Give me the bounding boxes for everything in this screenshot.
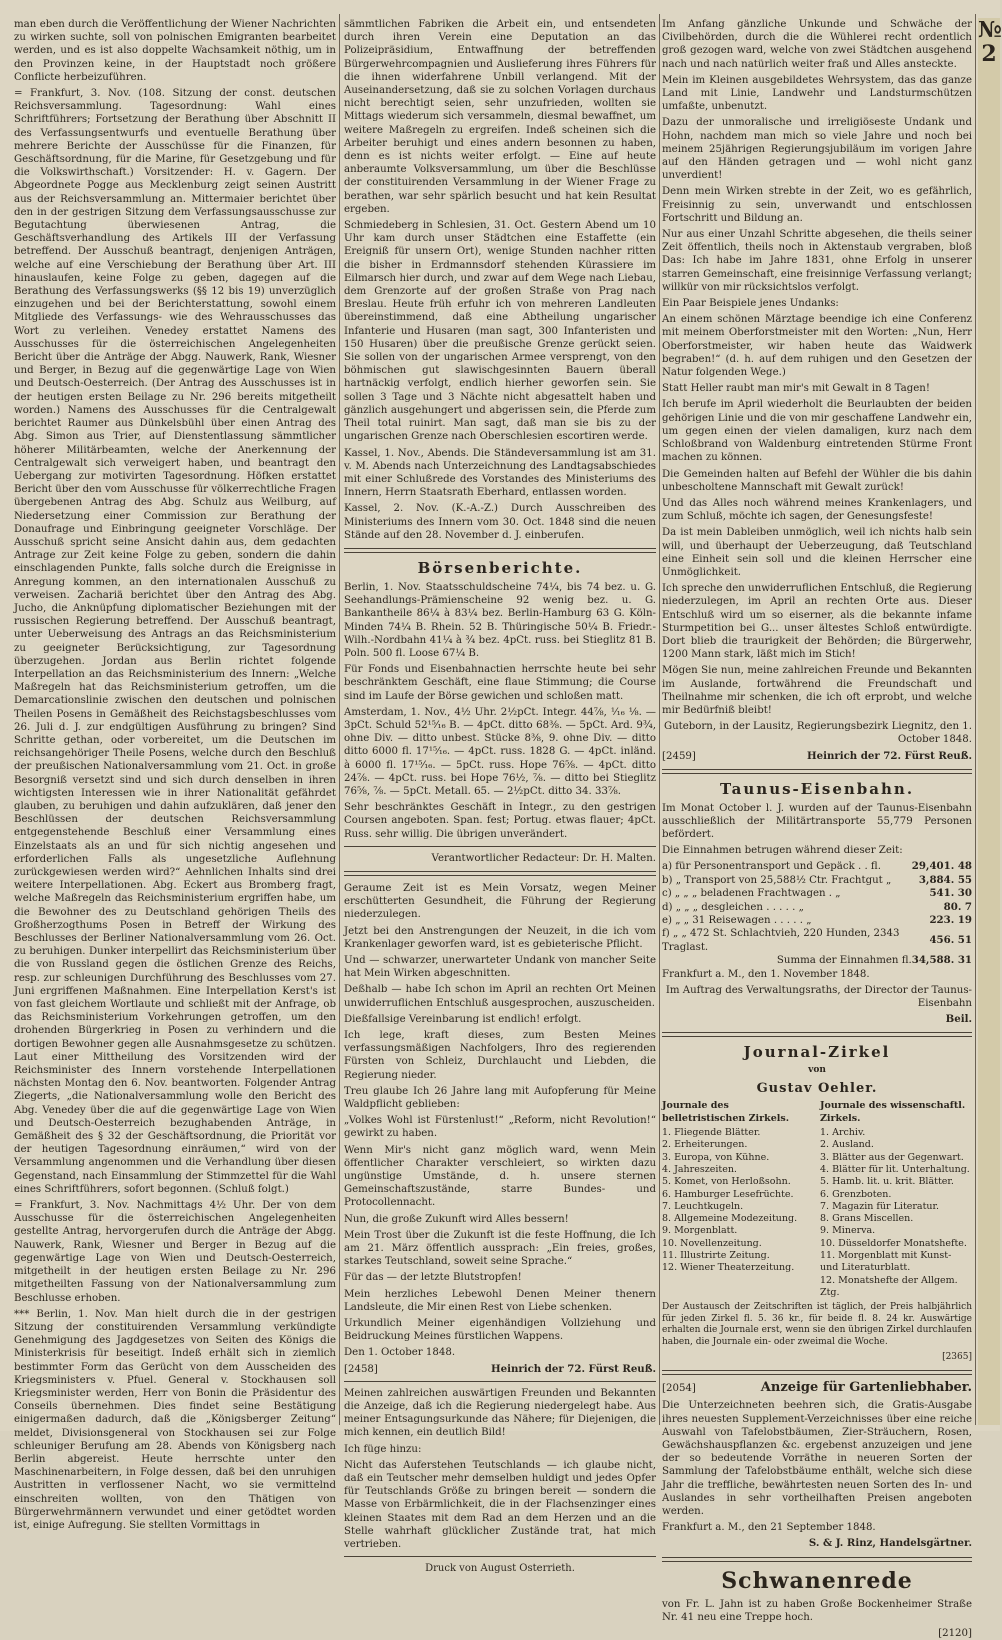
letter-paragraph: Dazu der unmoralische und irreligiöseste Undank und Hohn, nachdem man mich so viele Jahre und noch bei meinem 25jährigen Regierungsjubiläum im vorigen Jahre auf den Händen getragen und — wohl nicht ganz unverdient! [662, 117, 972, 182]
section-divider [662, 769, 972, 774]
signature-line [344, 1363, 656, 1376]
journal-zirkel-owner: Gustav Oehler. [756, 1081, 878, 1097]
proclamation-paragraph: Urkundlich Meiner eigenhändigen Vollziehung und Beidruckung Meines fürstlichen Wappens. [344, 1318, 656, 1343]
boerse-paragraph: Amsterdam, 1. Nov., 4½ Uhr. 2½pCt. Integr. 44⅞, ¹⁄₁₆ ⅛. — 3pCt. Schuld 52¹⁵⁄₁₆ B. — 4pCt. ditto 68⅜. — 5pCt. Ard. 9¾, ohne Div. — ditto unbest. Stücke 8⅜, 9. ohne Div. — ditto ditto 6000 fl. 17¹⁵⁄₁₆. — 4pCt. russ. 1828 G. — 4pCt. inländ. à 6000 fl. 17¹⁵⁄₁₆. — 5pCt. russ. Hope 76⅝. — 4pCt. ditto 24⅞. — 4pCt. russ. bei Hope 76½, ⅞. — ditto bei Stieglitz 76⅝, ⅞. — 5pCt. Metall. 65. — 2½pCt. ditto 34. 33⅞. [344, 706, 656, 797]
ad-number: [2458] [344, 1363, 378, 1375]
list-item: 7. Magazin für Literatur. [820, 1200, 940, 1212]
list-heading: Journale des wissenschaftl. Zirkels. [820, 1100, 966, 1124]
letter-paragraph: Ich füge hinzu: [344, 1443, 422, 1455]
signature-line [662, 750, 972, 763]
ad-number: [2365] [942, 1352, 972, 1363]
journal-lists [662, 1100, 972, 1299]
signature-name: Heinrich der 72. Fürst Reuß. [806, 749, 972, 762]
ad-number: [2054] [662, 1383, 696, 1395]
belletristic-list [662, 1100, 814, 1299]
ad-number: [2120] [938, 1628, 972, 1640]
letter-paragraph: Nur aus einer Unzahl Schritte abgesehen, die theils seiner Zeit öffentlich, theils noch in Aktenstaub vergraben, bloß Das: Ich habe im Jahre 1831, ohne Erfolg in unserer starren Gemeinschaft, eine freisinnige Verfassung verlangt; willkür von mir rücksichtslos verfolgt. [662, 229, 972, 293]
boerse-heading: Börsenberichte. [417, 558, 583, 577]
proclamation-paragraph: Mein herzliches Lebewohl Denen Meiner thenern Landsleute, die Mir einen Rest von Liebe schenken. [344, 1288, 656, 1313]
article-paragraph: sämmtlichen Fabriken die Arbeit ein, und entsendeten durch ihren Verein eine Deputation an das Polizeipräsidium, Entwaffnung der betreffenden Bürgerwehrcompagnien und Auslieferung ihres Führers für die ihnen widerfahrene Unbill verlangend. Mit der Auseinandersetzung, daß sie zu solchen Vorlagen durchaus nicht berechtigt seien, sehr unzufrieden, wollten sie Mittags wiederum sich versammeln, diesmal bewaffnet, um weitere Maßregeln zu ergreifen. Indeß scheinen sich die Arbeiter beruhigt und eines andern besonnen zu haben, denn es ist nichts weiter erfolgt. — Eine auf heute anberaumte Volksversammlung, um über die Beschlüsse der constituirenden Versammlung in der Wiener Frage zu berathen, war sehr spärlich besucht und hat kein Resultat ergeben. [344, 19, 656, 215]
row-label: c) „ „ „ beladenen Frachtwagen . „ [662, 888, 841, 900]
schwanenrede-heading: Schwanenrede [721, 1567, 913, 1594]
letter-paragraph: Mein im Kleinen ausgebildetes Wehrsystem, das das ganze Land mit Linie, Landwehr und Landsturmschützen umfaßte, unbenutzt. [662, 74, 972, 113]
table-row [662, 887, 972, 900]
sum-label: Summa der Einnahmen fl. [776, 955, 912, 967]
letter-place-date: Guteborn, in der Lausitz, Regierungsbezirk Liegnitz, den 1. October 1848. [663, 721, 972, 746]
proclamation-paragraph: Ich lege, kraft dieses, zum Besten Meines verfassungsmäßigen Nachfolgers, Ihro des regierenden Fürsten von Schleiz, Durchlaucht und Liebden, die Regierung nieder. [344, 1030, 656, 1081]
article-paragraph: *** Berlin, 1. Nov. Man hielt durch die in der gestrigen Sitzung der constituirenden Versammlung verkündigte Genehmigung des Jagdgesetzes von Seiten des Königs die Ministerkrisis für beseitigt. Indeß erhält sich in ziemlich bestimmter Form das Gerücht von dem Ausscheiden des Kriegsministers v. Pfuel. General v. Stockhausen soll Kriegsminister werden, Herr von Bonin die Präsidentur des Conseils übernehmen. Dies findet seine Bestätigung einigermaßen dadurch, daß die „Königsberger Zeitung“ meldet, Divisionsgeneral von Stockhausen sei zur Folge schleuniger Berufung am 28. Abends von Königsberg nach Berlin abgereist. Heute herrschte unter den Maschinenarbeitern, in Folge dessen, daß bei den unruhigen Austritten in verflossener Nacht, wo sie vermittelnd einschreiten wollten, von den Thätigen von Bürgerwehrmännern verwundet und einer getödtet worden ist, einige Aufregung. Sie stellten Vormittags in [14, 1308, 336, 1531]
boerse-paragraph: Für Fonds und Eisenbahnactien herrschte heute bei sehr beschränktem Geschäft, eine flaue Stimmung; die Course sind im Laufe der Börse gewichen und schloßen matt. [344, 664, 656, 702]
list-item: 1. Fliegende Blätter. [662, 1127, 761, 1139]
proclamation-paragraph: Deßhalb — habe Ich schon im April an rechten Ort Meinen unwiderruflichen Entschluß ausgesprochen, auszuscheiden. [344, 984, 656, 1009]
proclamation-paragraph: Nun, die große Zukunft wird Alles bessern! [344, 1213, 569, 1225]
table-row [662, 927, 972, 954]
list-item: 5. Komet, von Herloßsohn. [662, 1176, 791, 1188]
list-item: 6. Hamburger Lesefrüchte. [662, 1188, 794, 1200]
taunus-signature: Beil. [945, 1013, 972, 1026]
boerse-paragraph: Sehr beschränktes Geschäft in Integr., zu den gestrigen Coursen angeboten. Span. fest; Portug. etwas flauer; 4pCt. Russ. sehr willig. Die übrigen unverändert. [344, 802, 656, 840]
proclamation-paragraph: Den 1. October 1848. [344, 1347, 456, 1359]
sum-amount: 34,588. 31 [911, 954, 972, 967]
list-item: 11. Morgenblatt mit Kunst- und Literaturblatt. [820, 1250, 952, 1274]
article-paragraph: = Frankfurt, 3. Nov. Nachmittags 4½ Uhr. Der von dem Ausschusse für die österreichischen Angelegenheiten gestellte Antrag, hervorgerufen durch die Anträge der Abgg. Nauwerk, Rank, Wiesner und Berger in Bezug auf die gegenwärtige Lage von Wien und Deutsch-Oesterreich, mitgetheilt in der heutigen ersten Beilage zu Nr. 296 mitgetheilten Fassung von der Nationalversammlung zum Beschlusse erhoben. [14, 1200, 336, 1304]
article-paragraph: Kassel, 2. Nov. (K.-A.-Z.) Durch Ausschreiben des Ministeriums des Innern vom 30. Oct. 1848 sind die neuen Stände auf den 28. November d. J. einberufen. [344, 503, 656, 541]
list-item: 12. Monatshefte der Allgem. Ztg. [820, 1274, 958, 1298]
ad-number: [2459] [662, 750, 696, 762]
letter-paragraph: Im Anfang gänzliche Unkunde und Schwäche der Civilbehörden, durch die die Wühlerei recht ordentlich groß gezogen ward, welche von zwei Städtchen ausgehend nach und nach natürlich weiter fraß und Alles ansteckte. [662, 19, 972, 70]
proclamation-paragraph: „Volkes Wohl ist Fürstenlust!“ „Reform, nicht Revolution!“ gewirkt zu haben. [344, 1115, 656, 1140]
row-amount: 223. 19 [929, 914, 972, 926]
redacteur-line: Verantwortlicher Redacteur: Dr. H. Malten. [431, 852, 656, 864]
list-item: 12. Wiener Theaterzeitung. [662, 1262, 795, 1274]
list-item: 2. Erheiterungen. [662, 1139, 748, 1151]
garden-ad-text: Die Unterzeichneten beehren sich, die Gratis-Ausgabe ihres neuesten Supplement-Verzeichnisses über eine reiche Auswahl von Tafelobstbäumen, Zier-Sträuchern, Rosen, Gewächshauspflanzen &c. ergebenst anzuzeigen und jene der so bedeutende Vorräthe in neueren Sorten der Sammlung der Tafelobstbäume enthält, welche sich diese Jahr die treffliche, bewährtesten neuen Sorten des In- und Auslandes in sehr vortheilhaften Preisen angeboten werden. [662, 1400, 972, 1518]
proclamation-paragraph: Geraume Zeit ist es Mein Vorsatz, wegen Meiner erschütterten Gesundheit, die Führung der Regierung niederzulegen. [344, 882, 656, 921]
scientific-list [820, 1100, 972, 1299]
section-divider [662, 1032, 972, 1037]
table-row [662, 914, 972, 927]
taunus-intro: Im Monat October l. J. wurden auf der Taunus-Eisenbahn ausschließlich der Militärtransporte 55,779 Personen befördert. [662, 802, 972, 840]
section-divider [662, 1557, 972, 1562]
list-item: 5. Hamb. lit. u. krit. Blätter. [820, 1176, 954, 1188]
list-item: 6. Grenzboten. [820, 1188, 892, 1200]
proclamation-paragraph: Wenn Mir's nicht ganz möglich ward, wenn Mein öffentlicher Charakter verschleiert, so wirkten dazu ungünstige Umstände, d. h. unsere sternen Gemeinschaftszustände, starre Bundes- und Protocollennacht. [344, 1144, 656, 1209]
proclamation-paragraph: Für das — der letzte Blutstropfen! [344, 1272, 522, 1284]
article-paragraph: = Frankfurt, 3. Nov. (108. Sitzung der const. deutschen Reichsversammlung. Tagesordnung: Wahl eines Schriftführers; Fortsetzung der Berathung über Abschnitt II des Verfassungsentwurfs und eventuelle Berathung über mehrere Berichte der Ausschüsse für die Finanzen, für Geschäftsordnung, für die Marine, für Gesetzgebung und für die Volkswirthschaft.) Vorsitzender: H. v. Gagern. Der Abgeordnete Pogge aus Mecklenburg zeigt seinen Austritt aus der Reichsversammlung an. Mittermaier berichtet über den in der gestrigen Sitzung dem Verfassungsausschusse zur Begutachtung überwiesenen Antrag, die Geschäftsverhandlung des Artikels III der Verfassung betreffend. Der Ausschuß beantragt, denjenigen Anträgen, welche auf eine Verschiebung der Berathung über Art. III hinauslaufen, keine Folge zu geben, dagegen auf die Berathung des Verfassungswerks (§§ 12 bis 19) unverzüglich einzugehen und bei der Berichterstattung, sowohl einem Mitgliede des Verfassungs- wie des Wehrausschusses das Wort zu verleihen. Venedey erstattet Namens des Ausschusses für die österreichischen Angelegenheiten Bericht über die Anträge der Abgg. Nauwerk, Rank, Wiesner und Berger, in Bezug auf die gegenwärtige Lage von Wien und Deutsch-Oesterreich. (Der Antrag des Ausschusses ist in der heutigen ersten Beilage zu Nr. 296 bereits mitgetheilt worden.) Namens des Ausschusses für die Centralgewalt berichtet Raumer aus Dünkelsbühl über einen Antrag des Abg. Simon aus Trier, auf Dienstentlassung sämmtlicher höherer Militärbeamten, welche der Anerkennung der Centralgewalt sich verweigert haben, und beantragt den Uebergang zur motivirten Tagesordnung. Höfken erstattet Bericht über den vom Ausschusse für völkerrechtliche Fragen übergebenen Antrag des Abg. Schulz aus Weilburg, auf Niedersetzung einer Commission zur Berathung der Donaufrage und Einbringung geeigneter Vorschläge. Der Ausschuß spricht seine Ansicht dahin aus, dem gedachten Antrage zur Zeit keine Folge zu geben, sondern die dahin einschlagenden Punkte, falls solche durch die Ereignisse in Anregung kommen, an den internationalen Ausschuß zu verweisen. Zachariä berichtet über den Antrag des Abg. Jucho, die Anknüpfung diplomatischer Beziehungen mit der russischen Regierung betreffend. Der Ausschuß beantragt, unter Ueberweisung des Antrags an das Reichsministerium zu geeigneter Berücksichtigung, zur Tagesordnung überzugehen. Jordan aus Berlin richtet folgende Interpellation an das Reichsministerium des Innern: „Welche Maßregeln hat das Reichsministerium getroffen, um die Demarcationslinie zwischen den deutschen und polnischen Theilen Posens in Gemäßheit des Reichstagsbeschlusses vom 26. Juli d. J. zur endgültigen Ausführung zu bringen? Sind Schritte gethan, oder vorbereitet, um die Deutschen im reichsangehöriger Theile Posens, welche durch den Beschluß der preußischen Nationalversammlung vom 21. Oct. in große Besorgniß versetzt sind und sich durch denselben in ihren wichtigsten Interessen wie in ihrer Nationalität gefährdet glauben, zu beruhigen und dahin aufzuklären, daß jener den Beschlüssen der deutschen Reichsversammlung entgegenstehende Beschluß einer Versammlung eines Einzelstaats als an und für sich nichtig angesehen und erforderlichen Falls als ungesetzliche Auflehnung zurückgewiesen werden wird?“ Aehnlichen Inhalts sind drei weitere Interpellationen. Abg. Eckert aus Bromberg fragt, welche Maßregeln das Reichsministerium ergriffen habe, um die Bewohner des zu Deutschland gehörigen Theils des Großherzogthums Posen in Betreff der Wirkung des Beschlusses der Berliner Nationalversammlung vom 26. Oct. zu beruhigen. Dunker interpellirt das Reichsministerium über die von Russland gegen die östlichen Grenze des Reichs, resp. zur schleunigen Durchführung des Beschlusses vom 27. Juni ergriffenen Maßnahmen. Eine Interpellation Kerst's ist von fast gleichem Wortlaute und schließt mit der Anfrage, ob das Reichsministerium Vorkehrungen getroffen, um den drohenden Bürgerkrieg in Posen zu verhindern und die dortigen Bewohner gegen alle Ausnahmsgesetze zu schützen. Laut einer Mittheilung des Vorsitzenden wird der Reichsminister des Innern vorstehende Interpellationen nächsten Montag den 6. Nov. beantworten. Folgender Antrag Ziegerts, „die Nationalversammlung wolle den Bericht des Abg. Venedey über die auf die gegenwärtige Lage von Wien und Deutsch-Oesterreich bezughabenden Anträge, in Gemäßheit des § 32 der Geschäftsordnung, die Priorität vor der heutigen Tagesordnung einräumen,“ wird von der Versammlung angenommen und die Verhandlung über diesen Gegenstand, nach Einsammlung der Stimmzettel für die Wahl eines Schriftführers, sofort begonnen. (Schluß folgt.) [14, 88, 336, 1195]
row-label: d) „ „ „ desgleichen . . . . . „ [662, 901, 804, 913]
taunus-subheading: Die Einnahmen betrugen während dieser Zeit: [662, 845, 903, 857]
table-row [662, 901, 972, 914]
table-row [662, 860, 972, 873]
list-item: 8. Allgemeine Modezeitung. [662, 1213, 798, 1225]
section-divider [662, 1370, 972, 1375]
letter-paragraph: Denn mein Wirken strebte in der Zeit, wo es gefährlich, Freisinnig zu sein, unverwandt und entschlossen Fortschritt und Bildung an. [662, 186, 972, 224]
next-page-edge [978, 18, 1000, 1425]
article-paragraph: man eben durch die Veröffentlichung der Wiener Nachrichten zu wirken suchte, soll von polnischen Emigranten bearbeitet werden, und es ist also doppelte Wachsamkeit nöthig, um in den Provinzen keine, in der Hauptstadt noch größere Conflicte herbeizuführen. [14, 19, 336, 83]
proclamation-paragraph: Dießfallsige Vereinbarung ist endlich! erfolgt. [344, 1013, 582, 1025]
list-item: 10. Novellenzeitung. [662, 1237, 762, 1249]
row-label: e) „ „ 31 Reisewagen . . . . . „ [662, 915, 812, 926]
letter-paragraph: An einem schönen Märztage beendige ich eine Conferenz mit meinem Oberforstmeister mit den Worten: „Nun, Herr Oberforstmeister, wir haben heute das Waidwerk begraben!“ (d. h. auf dem ruhigen und den Gesetzen der Natur folgenden Wege.) [662, 314, 972, 379]
garden-ad-signature: S. & J. Rinz, Handelsgärtner. [808, 1537, 972, 1550]
boerse-paragraph: Berlin, 1. Nov. Staatsschuldscheine 74¼, bis 74 bez. u. G. Seehandlungs-Prämienscheine 92 wenig bez. u. G. Bankantheile 86¼ à 83¼ bez. Berlin-Hamburg 63 G. Köln-Minden 74¼ B. Rhein. 52 B. Thüringische 50¼ B. Friedr.-Wilh.-Nordbahn 41¼ à ¾ bez. 4pCt. russ. bei Stieglitz 81 B. Poln. 500 fl. Loose 67¼ B. [344, 581, 656, 659]
letter-paragraph: Die Gemeinden halten auf Befehl der Wühler die bis dahin unbescholtene Mannschaft mit Gewalt zurück! [662, 468, 972, 493]
garden-ad-header [662, 1381, 972, 1395]
letter-paragraph: Mögen Sie nun, meine zahlreichen Freunde und Bekannten im Auslande, fortwährend die Freundschaft und Theilnahme mir schenken, die ich oft erprobt, und welche mir Bedürfniß bleibt! [662, 665, 972, 716]
revenue-table [662, 860, 972, 967]
letter-paragraph: Ein Paar Beispiele jenes Undanks: [662, 298, 839, 310]
section-divider [344, 1381, 656, 1382]
row-amount: 3,884. 55 [918, 873, 972, 886]
row-label: a) für Personentransport und Gepäck . . fl. [662, 861, 881, 873]
letter-paragraph: Ich spreche den unwiderruflichen Entschluß, die Regierung niederzulegen, im April an rechten Orte aus. Dieser Entschluß wird um so eiserner, als die bekannte infame Sturmpetition bei G... unser ältestes Schloß entwürdigte. Dort blieb die traurigkeit der Behörden; die Bürgerwehr, 1200 Mann stark, läßt mich im Stich! [662, 583, 972, 661]
signature-name: Heinrich der 72. Fürst Reuß. [490, 1362, 656, 1375]
letter-paragraph: Meinen zahlreichen auswärtigen Freunden und Bekannten die Anzeige, daß ich die Regierung niedergelegt habe. Aus meiner Entsagungsurkunde das Nähere; für Diejenigen, die mich kennen, ein deutlich Bild! [344, 1387, 656, 1439]
column-divider [339, 14, 340, 1425]
column-2 [344, 18, 656, 1575]
list-heading: Journale des belletristischen Zirkels. [662, 1100, 790, 1124]
schwanenrede-text: von Fr. L. Jahn ist zu haben Große Bockenheimer Straße Nr. 41 neu eine Treppe hoch. [662, 1598, 972, 1623]
column-divider [975, 14, 976, 1425]
list-item: 4. Blätter für lit. Unterhaltung. [820, 1163, 970, 1175]
taunus-heading: Taunus-Eisenbahn. [719, 779, 915, 798]
row-label: f) „ „ 472 St. Schlachtvieh, 220 Hunden, 2343 Traglast. [662, 928, 900, 953]
sum-row [662, 954, 972, 967]
proclamation-paragraph: Jetzt bei den Anstrengungen der Neuzeit, in die ich vom Krankenlager geworfen ward, ist es gebieterische Pflicht. [344, 925, 656, 950]
table-row [662, 874, 972, 887]
row-label: b) „ Transport von 25,588½ Ctr. Frachtgut „ [662, 874, 892, 886]
garden-ad-title: Anzeige für Gartenliebhaber. [760, 1380, 972, 1396]
journal-zirkel-heading: Journal-Zirkel [743, 1043, 891, 1062]
section-divider [344, 846, 656, 847]
article-paragraph: Schmiedeberg in Schlesien, 31. Oct. Gestern Abend um 10 Uhr kam durch unser Städtchen eine Estaffette (ein Ereigniß für unsern Ort), wenige Stunden nachher ritten die bisher in Erdmannsdorf stehenden Kürassiere im Eilmarsch hier durch, und zwar auf dem Wege nach Liebau, dem Grenzorte auf der großen Straße von Prag nach Breslau. Heute früh erfuhr ich von mehreren Landleuten übereinstimmend, daß eine Abtheilung ungarischer Infanterie und Husaren (man sagt, 300 Infanteristen und 150 Husaren) über die preußische Grenze gerückt seien. Sie sollen von der ungarischen Armee versprengt, von den böhmischen gut slawischgesinnten Bauern überall hartnäckig verfolgt, endlich hierher geworfen sein. Sie sollen 3 Tage und 3 Nächte nicht abgesattelt haben und gänzlich ausgehungert und abgerissen sein, die Pferde zum Theil total ruinirt. Man sagt, daß man sie bis zu der ungarischen Grenze nach Oberschlesien escortiren werde. [344, 220, 656, 443]
letter-paragraph: Und das Alles noch während meines Krankenlagers, und zum Schluß, möchte ich sagen, der Genesungsfeste! [662, 497, 972, 523]
list-item: 10. Düsseldorfer Monatshefte. [820, 1237, 967, 1249]
garden-ad-date: Frankfurt a. M., den 21 September 1848. [662, 1522, 876, 1534]
list-item: 9. Minerva. [820, 1225, 876, 1237]
section-divider [344, 548, 656, 553]
column-divider [659, 14, 660, 1425]
section-divider [344, 1556, 656, 1557]
list-item: 1. Archiv. [820, 1127, 866, 1139]
article-paragraph: Kassel, 1. Nov., Abends. Die Ständeversammlung ist am 31. v. M. Abends nach Unterzeichnung des Landtagsabschiedes mit einer Schlußrede des Vorstandes des Ministeriums des Innern, Herrn Staatsrath Eberhard, entlassen worden. [344, 447, 656, 499]
column-1 [14, 18, 336, 1531]
proclamation-paragraph: Mein Trost über die Zukunft ist die feste Hoffnung, die Ich am 21. März öffentlich aussprach: „Ein freies, großes, starkes Teutschland, soweit seine Sprache.“ [344, 1229, 656, 1268]
section-divider [344, 871, 656, 876]
list-item: 11. Illustrirte Zeitung. [662, 1250, 770, 1261]
list-item: 7. Leuchtkugeln. [662, 1200, 744, 1212]
proclamation-paragraph: Treu glaube Ich 26 Jahre lang mit Aufopferung für Meine Waldpflicht geblieben: [344, 1085, 656, 1111]
list-item: 2. Ausland. [820, 1139, 874, 1151]
letter-paragraph: Nicht das Auferstehen Teutschlands — ich glaube nicht, daß ein Teutscher mehr demselben huldigt und jedes Opfer für Teutschlands Größe zu bringen bereit — sondern die Masse von Erbärmlichkeit, die in der Flachsenzinger eines kleinen Staates mit dem Rad an dem Herzen und an die Stelle wahrhaft glücklicher Zustände trat, hat mich vertrieben. [344, 1459, 656, 1550]
list-item: 9. Morgenblatt. [662, 1225, 738, 1237]
column-3 [662, 18, 972, 1640]
list-item: 3. Europa, von Kühne. [662, 1151, 770, 1163]
taunus-date: Frankfurt a. M., den 1. November 1848. [662, 968, 870, 980]
list-item: 8. Grans Miscellen. [820, 1213, 914, 1225]
taunus-authority: Im Auftrag des Verwaltungsraths, der Director der Taunus-Eisenbahn [665, 984, 972, 1010]
row-amount: 456. 51 [929, 934, 972, 947]
row-amount: 541. 30 [929, 887, 972, 900]
list-item: 4. Jahreszeiten. [662, 1163, 737, 1175]
printer-footer: Druck von August Osterrieth. [425, 1563, 575, 1575]
letter-paragraph: Ich berufe im April wiederholt die Beurlaubten der beiden gehörigen Linie und die von mir geschaffene Landwehr ein, um gegen einen der vielen damaligen, kurz nach dem Schloßbrand von Waldenburg eintretenden Stürme Front machen zu können. [662, 399, 972, 464]
journal-zirkel-von: von [808, 1065, 826, 1076]
proclamation-paragraph: Und — schwarzer, unerwarteter Undank von mancher Seite hat Mein Wirken abgeschnitten. [344, 955, 656, 980]
row-amount: 80. 7 [943, 900, 972, 913]
journal-zirkel-note: Der Austausch der Zeitschriften ist täglich, der Preis halbjährlich für jeden Zirkel fl. 5. 36 kr., für beide fl. 8. 24 kr. Auswärtige erhalten die Journale erst, wenn sie den übrigen Zirkel durchlaufen haben, die Journale ein- oder zweimal die Woche. [662, 1302, 972, 1347]
letter-paragraph: Da ist mein Dableiben unmöglich, weil ich nichts halb sein will, und überhaupt der Ueberzeugung, daß Teutschland eine Einheit sein soll und die kleinen Herrscher eine Unmöglichkeit. [662, 527, 972, 578]
row-amount: 29,401. 48 [911, 860, 972, 873]
letter-paragraph: Statt Heller raubt man mir's mit Gewalt in 8 Tagen! [662, 383, 930, 395]
list-item: 3. Blätter aus der Gegenwart. [820, 1151, 964, 1163]
issue-number-fragment: № 2 [978, 17, 1002, 67]
